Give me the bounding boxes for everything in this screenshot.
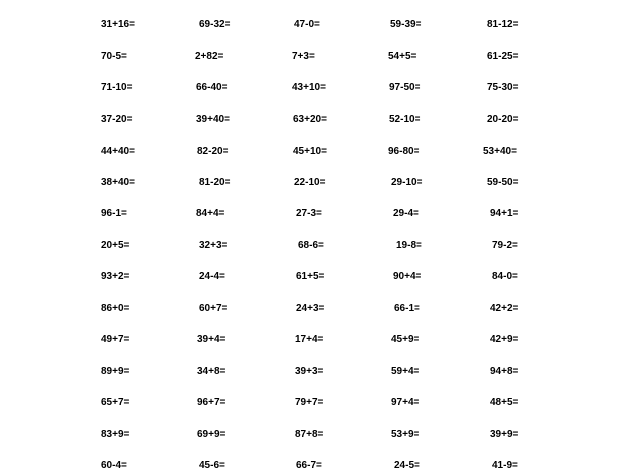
math-problem: 32+3= bbox=[199, 240, 228, 251]
math-problem: 22-10= bbox=[294, 177, 326, 188]
math-problem: 79-2= bbox=[492, 240, 518, 251]
math-problem: 42+2= bbox=[490, 303, 519, 314]
math-problem: 49+7= bbox=[101, 334, 130, 345]
math-problem: 42+9= bbox=[490, 334, 519, 345]
math-problem: 71-10= bbox=[101, 82, 133, 93]
math-problem: 53+40= bbox=[483, 146, 517, 157]
math-problem: 59-50= bbox=[487, 177, 519, 188]
math-problem: 84+4= bbox=[196, 208, 225, 219]
math-problem: 96-80= bbox=[388, 146, 420, 157]
math-problem: 24-5= bbox=[394, 460, 420, 471]
math-problem: 79+7= bbox=[295, 397, 324, 408]
math-problem: 65+7= bbox=[101, 397, 130, 408]
math-problem: 48+5= bbox=[490, 397, 519, 408]
math-problem: 39+4= bbox=[197, 334, 226, 345]
math-problem: 82-20= bbox=[197, 146, 229, 157]
math-problem: 97-50= bbox=[389, 82, 421, 93]
math-problem: 61+5= bbox=[296, 271, 325, 282]
math-problem: 97+4= bbox=[391, 397, 420, 408]
math-problem: 61-25= bbox=[487, 51, 519, 62]
math-problem: 38+40= bbox=[101, 177, 135, 188]
math-problem: 45-6= bbox=[199, 460, 225, 471]
math-problem: 96+7= bbox=[197, 397, 226, 408]
math-problem: 44+40= bbox=[101, 146, 135, 157]
math-problem: 24-4= bbox=[199, 271, 225, 282]
math-problem: 90+4= bbox=[393, 271, 422, 282]
math-problem: 54+5= bbox=[388, 51, 417, 62]
math-problem: 52-10= bbox=[389, 114, 421, 125]
math-problem: 17+4= bbox=[295, 334, 324, 345]
math-problem: 87+8= bbox=[295, 429, 324, 440]
math-problem: 24+3= bbox=[296, 303, 325, 314]
math-problem: 81-20= bbox=[199, 177, 231, 188]
math-problem: 63+20= bbox=[293, 114, 327, 125]
math-problem: 83+9= bbox=[101, 429, 130, 440]
math-problem: 2+82= bbox=[195, 51, 224, 62]
math-problem: 81-12= bbox=[487, 19, 519, 30]
math-problem: 37-20= bbox=[101, 114, 133, 125]
math-problem: 29-4= bbox=[393, 208, 419, 219]
math-problem: 60+7= bbox=[199, 303, 228, 314]
math-problem: 27-3= bbox=[296, 208, 322, 219]
math-problem: 84-0= bbox=[492, 271, 518, 282]
math-problem: 70-5= bbox=[101, 51, 127, 62]
math-problem: 34+8= bbox=[197, 366, 226, 377]
math-problem: 59+4= bbox=[391, 366, 420, 377]
math-problem: 96-1= bbox=[101, 208, 127, 219]
math-problem: 20+5= bbox=[101, 240, 130, 251]
math-problem: 66-7= bbox=[296, 460, 322, 471]
math-problem: 93+2= bbox=[101, 271, 130, 282]
math-problem: 19-8= bbox=[396, 240, 422, 251]
math-problem: 69+9= bbox=[197, 429, 226, 440]
math-problem: 47-0= bbox=[294, 19, 320, 30]
math-problem: 41-9= bbox=[492, 460, 518, 471]
math-problem: 75-30= bbox=[487, 82, 519, 93]
math-problem: 89+9= bbox=[101, 366, 130, 377]
math-problem: 94+1= bbox=[490, 208, 519, 219]
math-problem: 60-4= bbox=[101, 460, 127, 471]
math-problem: 31+16= bbox=[101, 19, 135, 30]
math-problem: 45+9= bbox=[391, 334, 420, 345]
math-problem: 66-40= bbox=[196, 82, 228, 93]
math-problem: 39+3= bbox=[295, 366, 324, 377]
math-problem: 43+10= bbox=[292, 82, 326, 93]
math-problem: 59-39= bbox=[390, 19, 422, 30]
math-problem: 94+8= bbox=[490, 366, 519, 377]
math-problem: 29-10= bbox=[391, 177, 423, 188]
math-problem: 53+9= bbox=[391, 429, 420, 440]
math-problem: 39+9= bbox=[490, 429, 519, 440]
math-problem: 68-6= bbox=[298, 240, 324, 251]
math-problem: 7+3= bbox=[292, 51, 315, 62]
math-problem: 45+10= bbox=[293, 146, 327, 157]
math-problem: 39+40= bbox=[196, 114, 230, 125]
math-problem: 86+0= bbox=[101, 303, 130, 314]
math-problem: 66-1= bbox=[394, 303, 420, 314]
math-problem: 69-32= bbox=[199, 19, 231, 30]
math-problem: 20-20= bbox=[487, 114, 519, 125]
